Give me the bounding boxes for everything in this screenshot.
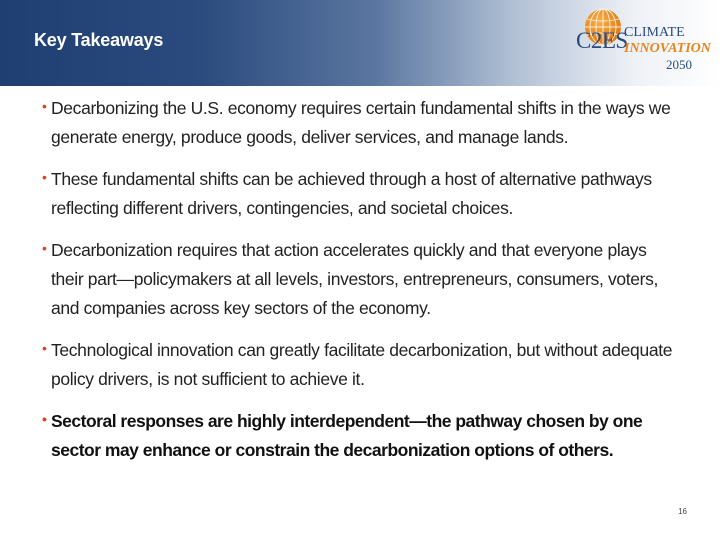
slide-title: Key Takeaways xyxy=(34,30,164,50)
page-number: 16 xyxy=(678,507,687,516)
bullet-text: Technological innovation can greatly facilitate decarbonization, but without adequate policy drivers, is not sufficient to achieve it. xyxy=(51,340,673,389)
bullet-text: Decarbonizing the U.S. economy requires certain fundamental shifts in the ways we generate energy, produce goods, deliver services, and manage lands. xyxy=(51,98,671,147)
slide-header xyxy=(0,0,720,86)
bullet-item xyxy=(42,236,682,323)
bullet-marker-icon: • xyxy=(42,240,47,256)
bullet-item-emphasis xyxy=(42,407,682,465)
logo-climate-text: CLIMATE xyxy=(624,25,685,40)
bullet-marker-icon: • xyxy=(42,98,47,114)
bullet-text: Sectoral responses are highly interdependent—the pathway chosen by one sector may enhance or constrain the decarbonization options of others. xyxy=(51,411,643,460)
bullet-item xyxy=(42,165,682,223)
bullet-marker-icon: • xyxy=(42,411,47,427)
bullet-text: Decarbonization requires that action accelerates quickly and that everyone plays their part—policymakers at all levels, investors, entrepreneurs, consumers, voters, and companies across key sectors of the economy. xyxy=(51,240,659,318)
bullet-marker-icon: • xyxy=(42,169,47,185)
bullet-item xyxy=(42,336,682,394)
bullet-text: These fundamental shifts can be achieved through a host of alternative pathways reflecting different drivers, contingencies, and societal choices. xyxy=(51,169,652,218)
logo-year-text: 2050 xyxy=(666,57,692,72)
c2es-logo xyxy=(574,6,714,74)
bullet-item xyxy=(42,94,682,152)
logo-innovation-text: INNOVATION xyxy=(624,41,711,56)
takeaways-list xyxy=(42,94,682,478)
bullet-marker-icon: • xyxy=(42,340,47,356)
logo-c2es-text: C2ES xyxy=(576,28,628,53)
